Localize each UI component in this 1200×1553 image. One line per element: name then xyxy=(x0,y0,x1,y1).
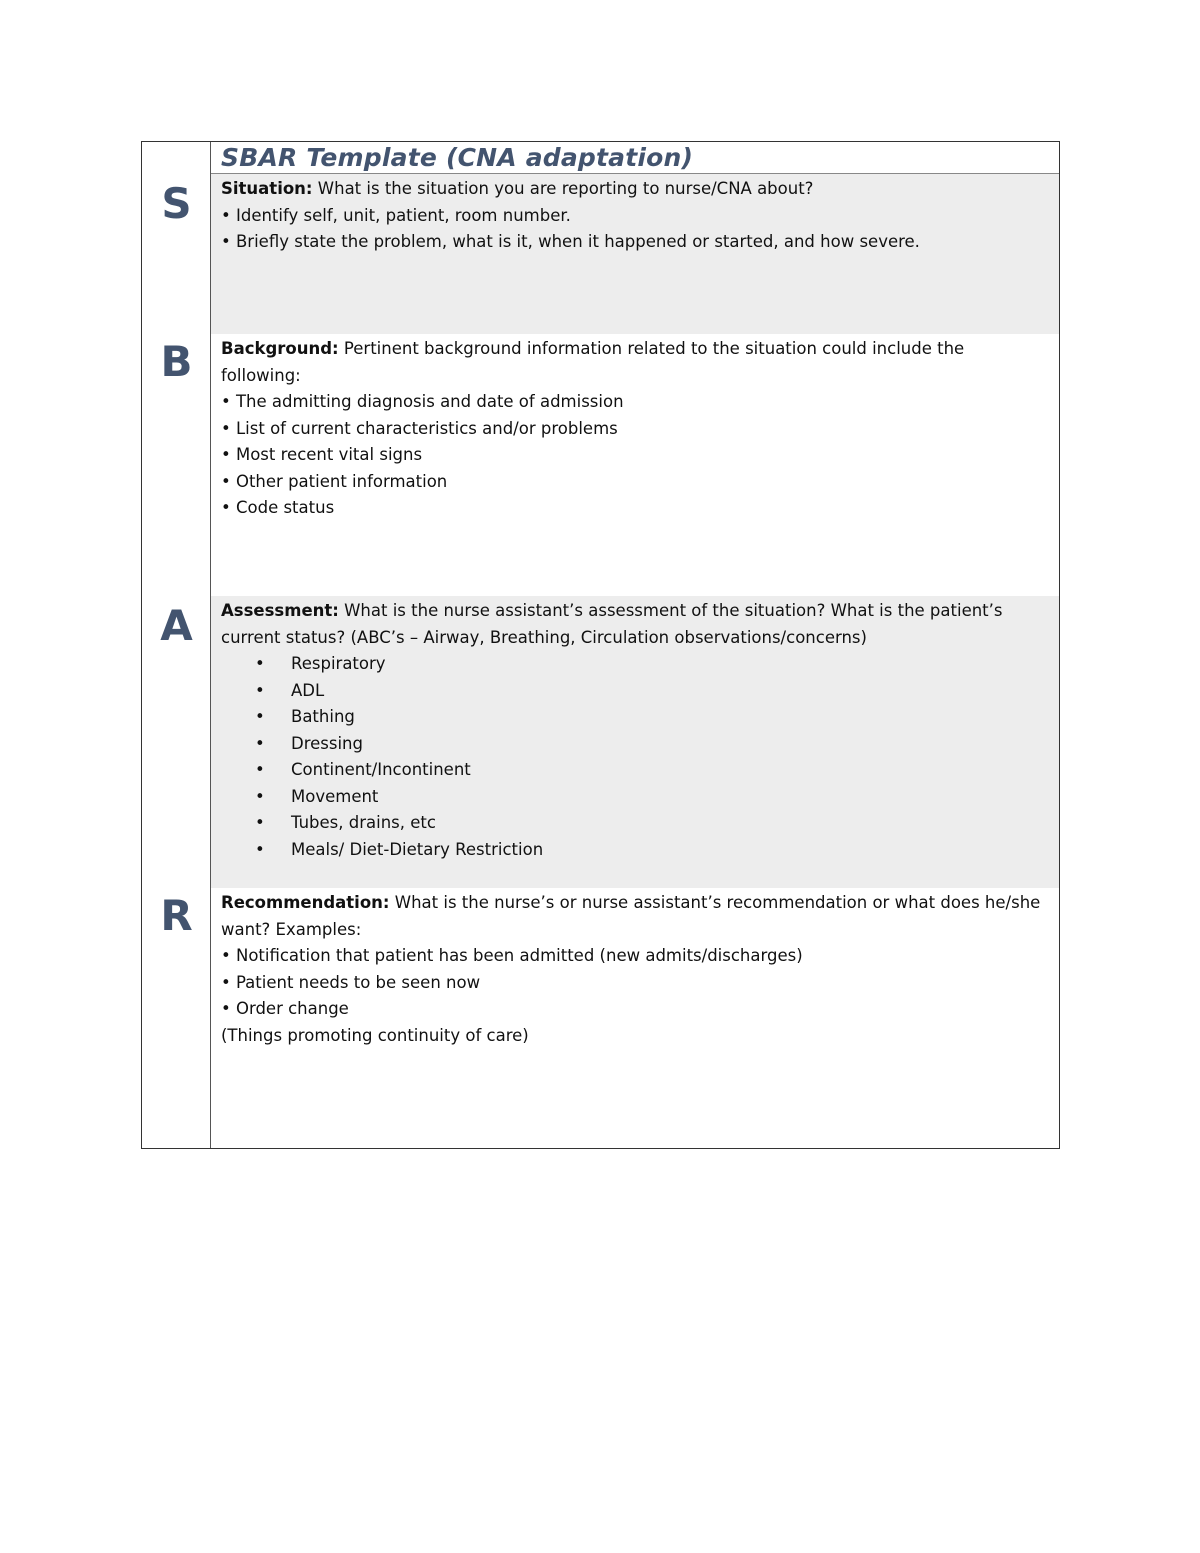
background-bullet: • The admitting diagnosis and date of admission xyxy=(221,392,624,411)
assessment-text xyxy=(221,598,1045,863)
situation-bullet: • Identify self, unit, patient, room number. xyxy=(221,205,571,225)
background-text xyxy=(221,336,1045,522)
background-intro: Pertinent background information related to the situation could include the following: xyxy=(221,339,965,385)
situation-heading: Situation: xyxy=(221,179,313,198)
situation-bullet: • Briefly state the problem, what is it, when it happened or started, and how severe. xyxy=(221,232,920,251)
recommendation-bullet: • Notification that patient has been admitted (new admits/discharges) xyxy=(221,946,803,965)
bullet-dot-icon: • xyxy=(255,707,265,726)
bullet-dot-icon: • xyxy=(255,654,265,673)
assessment-heading: Assessment: xyxy=(221,601,339,620)
bullet-dot-icon: • xyxy=(255,760,265,779)
assessment-bullet: • ADL xyxy=(221,678,1045,705)
assessment-bullet: • Tubes, drains, etc xyxy=(221,810,1045,837)
recommendation-letter: R xyxy=(160,891,193,940)
bullet-dot-icon: • xyxy=(255,839,265,859)
background-letter: B xyxy=(160,337,193,386)
situation-intro: What is the situation you are reporting to nurse/CNA about? xyxy=(312,179,814,198)
background-intro-line xyxy=(221,336,1045,389)
recommendation-intro: What is the nurse’s or nurse assistant’s recommendation or what does he/she want? Examples: xyxy=(221,893,1041,939)
situation-letter: S xyxy=(161,179,192,228)
background-bullet: • List of current characteristics and/or problems xyxy=(221,418,618,438)
document-title: SBAR Template (CNA adaptation) xyxy=(221,143,694,172)
bullet-dot-icon: • xyxy=(255,680,265,700)
recommendation-heading: Recommendation: xyxy=(221,893,390,912)
background-bullet: • Most recent vital signs xyxy=(221,445,423,464)
assessment-bullet: • Dressing xyxy=(221,731,1045,758)
recommendation-bullet: • Order change xyxy=(221,999,349,1018)
recommendation-intro-line xyxy=(221,890,1045,943)
assessment-section xyxy=(160,596,1059,888)
assessment-bullet: • Movement xyxy=(221,784,1045,811)
recommendation-closing: (Things promoting continuity of care) xyxy=(221,1025,529,1045)
recommendation-section xyxy=(160,888,1059,1148)
assessment-intro-line xyxy=(221,598,1045,651)
background-heading: Background: xyxy=(221,339,339,358)
background-section xyxy=(160,334,1059,596)
assessment-bullet: • Continent/Incontinent xyxy=(221,757,1045,784)
assessment-bullet: • Respiratory xyxy=(221,651,1045,678)
assessment-intro: What is the nurse assistant’s assessment of the situation? What is the patient’s current status? (ABC’s – Airway, Breathing, Circulation observations/concerns) xyxy=(221,601,1003,647)
bullet-dot-icon: • xyxy=(255,786,265,806)
sbar-template-table xyxy=(141,141,1060,1149)
assessment-letter: A xyxy=(160,601,193,650)
assessment-bullet: • Bathing xyxy=(221,704,1045,731)
bullet-dot-icon: • xyxy=(255,733,265,753)
title-row xyxy=(211,142,1059,174)
background-bullet: • Code status xyxy=(221,498,335,517)
situation-intro-line xyxy=(221,176,1045,203)
background-bullet: • Other patient information xyxy=(221,471,448,491)
situation-section xyxy=(161,174,1059,334)
bullet-dot-icon: • xyxy=(255,813,265,832)
assessment-bullet: • Meals/ Diet-Dietary Restriction xyxy=(221,837,1045,864)
recommendation-text xyxy=(221,890,1045,1049)
recommendation-bullet: • Patient needs to be seen now xyxy=(221,972,481,992)
situation-text xyxy=(221,176,1045,256)
